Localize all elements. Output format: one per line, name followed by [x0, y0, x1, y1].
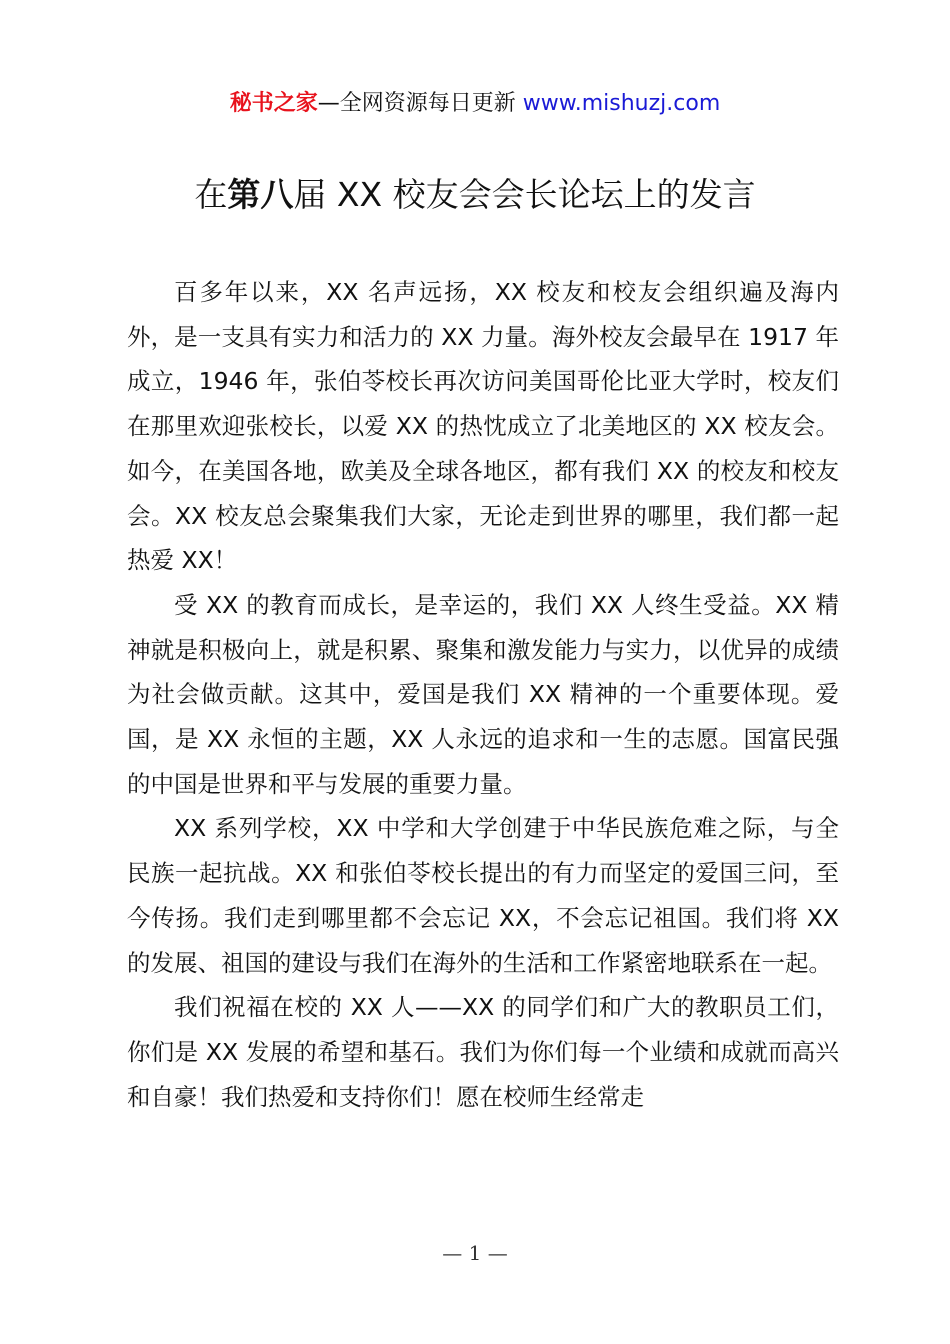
- title-suffix: 届 XX 校友会会长论坛上的发言: [293, 175, 756, 214]
- paragraph: 受 XX 的教育而成长，是幸运的，我们 XX 人终生受益。XX 精神就是积极向上，就是积累、聚集和激发能力与实力，以优异的成绩为社会做贡献。这其中，爱国是我们 XX 精神的一个重要体现。爱国，是 XX 永恒的主题，XX 人永远的追求和一生的志愿。国富民强的中国是世界和平与发展的重要力量。: [127, 590, 839, 798]
- paragraph: 我们祝福在校的 XX 人——XX 的同学们和广大的教职员工们，你们是 XX 发展的希望和基石。我们为你们每一个业绩和成就而高兴和自豪！我们热爱和支持你们！愿在校师生经常走: [127, 993, 839, 1111]
- document-title: [0, 172, 950, 218]
- paragraph: 百多年以来，XX 名声远扬，XX 校友和校友会组织遍及海内外，是一支具有实力和活力的 XX 力量。海外校友会最早在 1917 年成立，1946 年，张伯苓校长再次访问美国哥伦比亚大学时，校友们在那里欢迎张校长，以爱 XX 的热忱成立了北美地区的 XX 校友会。如今，在美国各地，欧美及全球各地区，都有我们 XX 的校友和校友会。XX 校友总会聚集我们大家，无论走到世界的哪里，我们都一起热爱 XX！: [127, 278, 839, 575]
- site-brand: 秘书之家: [229, 91, 318, 116]
- site-header: [0, 89, 950, 119]
- document-body: [127, 270, 839, 1119]
- header-dash: —: [317, 91, 340, 116]
- paragraph: XX 系列学校，XX 中学和大学创建于中华民族危难之际，与全民族一起抗战。XX 和张伯苓校长提出的有力而坚定的爱国三问，至今传扬。我们走到哪里都不会忘记 XX，不会忘记祖国。我们将 XX 的发展、祖国的建设与我们在海外的生活和工作紧密地联系在一起。: [127, 814, 839, 977]
- site-url-link[interactable]: www.mishuzj.com: [522, 91, 721, 116]
- site-tagline: 全网资源每日更新: [339, 91, 523, 116]
- title-prefix: 在: [194, 175, 228, 214]
- title-bold-part: 第八: [227, 175, 294, 214]
- page-number: — 1 —: [442, 1241, 508, 1265]
